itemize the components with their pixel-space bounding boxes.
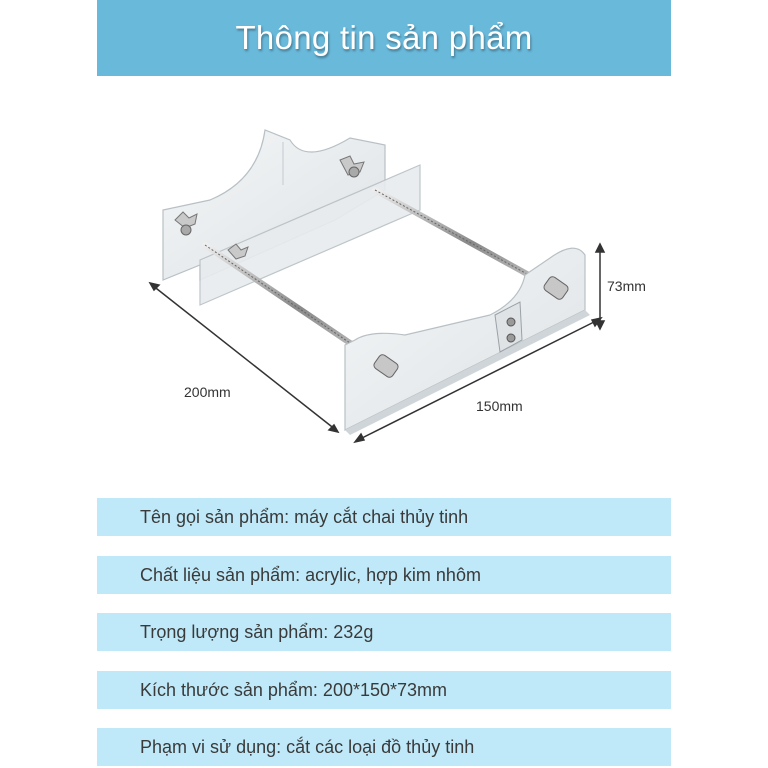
spec-text: Kích thước sản phẩm: 200*150*73mm — [140, 679, 448, 700]
spec-row-size — [97, 671, 671, 709]
width-dimension-label: 150mm — [476, 398, 523, 414]
spec-text: Phạm vi sử dụng: cắt các loại đồ thủy tinh — [140, 736, 475, 757]
spec-row-usage — [97, 728, 671, 766]
page-title: Thông tin sản phẩm — [235, 19, 533, 56]
back-panel — [163, 130, 420, 305]
length-dimension-label: 200mm — [184, 384, 231, 400]
spec-text: Chất liệu sản phẩm: acrylic, hợp kim nhôm — [140, 564, 481, 585]
spec-row-material — [97, 556, 671, 594]
product-image — [0, 90, 768, 470]
spec-text: Tên gọi sản phẩm: máy cắt chai thủy tinh — [140, 506, 469, 527]
spec-text: Trọng lượng sản phẩm: 232g — [140, 621, 374, 642]
spec-row-weight — [97, 613, 671, 651]
bottle-cutter-drawing — [0, 90, 768, 470]
title-banner — [97, 0, 671, 76]
height-dimension-label: 73mm — [607, 278, 646, 294]
spec-row-name — [97, 498, 671, 536]
